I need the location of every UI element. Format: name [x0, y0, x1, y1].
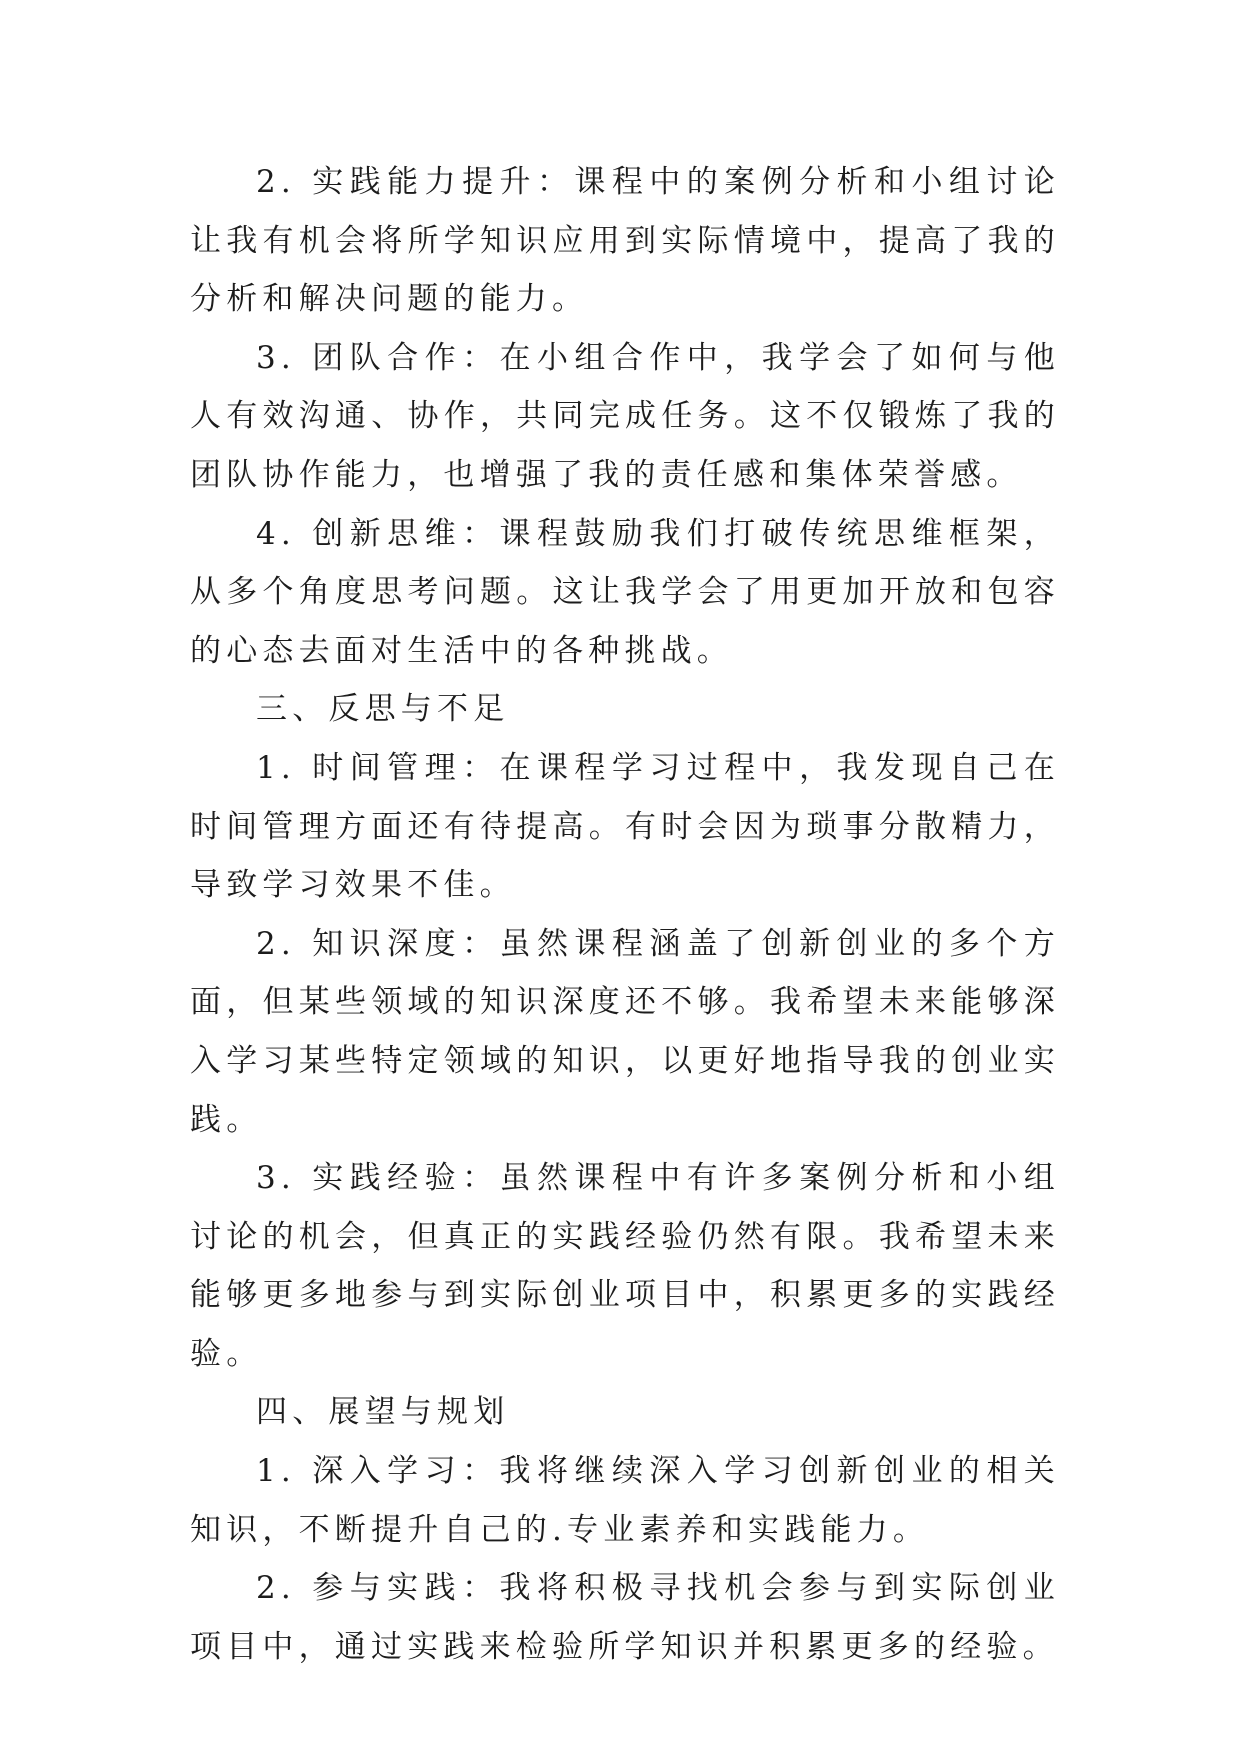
paragraph-time-management: 1. 时间管理：在课程学习过程中，我发现自己在时间管理方面还有待提高。有时会因为琐事分散精力，导致学习效果不佳。	[190, 749, 1060, 904]
paragraph-knowledge-depth: 2. 知识深度：虽然课程涵盖了创新创业的多个方面，但某些领域的知识深度还不够。我希望未来能够深入学习某些特定领域的知识，以更好地指导我的创业实践。	[190, 925, 1060, 1138]
paragraph-practice-ability: 2. 实践能力提升：课程中的案例分析和小组讨论让我有机会将所学知识应用到实际情境中，提高了我的分析和解决问题的能力。	[190, 164, 1060, 318]
paragraph-participate-practice: 2. 参与实践：我将积极寻找机会参与到实际创业项目中，通过实践来检验所学知识并积累更多的经验。	[190, 1570, 1060, 1665]
paragraph-innovative-thinking: 4. 创新思维：课程鼓励我们打破传统思维框架，从多个角度思考问题。这让我学会了用更加开放和包容的心态去面对生活中的各种挑战。	[190, 515, 1060, 669]
paragraph-practical-experience: 3. 实践经验：虽然课程中有许多案例分析和小组讨论的机会，但真正的实践经验仍然有限。我希望未来能够更多地参与到实际创业项目中，积累更多的实践经验。	[190, 1160, 1060, 1372]
section-heading-outlook: 四、展望与规划	[256, 1394, 510, 1431]
section-heading-reflection: 三、反思与不足	[256, 691, 510, 728]
paragraph-further-study: 1. 深入学习：我将继续深入学习创新创业的相关知识，不断提升自己的.专业素养和实践能力。	[190, 1453, 1060, 1548]
paragraph-teamwork: 3. 团队合作：在小组合作中，我学会了如何与他人有效沟通、协作，共同完成任务。这不仅锻炼了我的团队协作能力，也增强了我的责任感和集体荣誉感。	[190, 339, 1060, 493]
document-body	[190, 153, 1060, 1676]
